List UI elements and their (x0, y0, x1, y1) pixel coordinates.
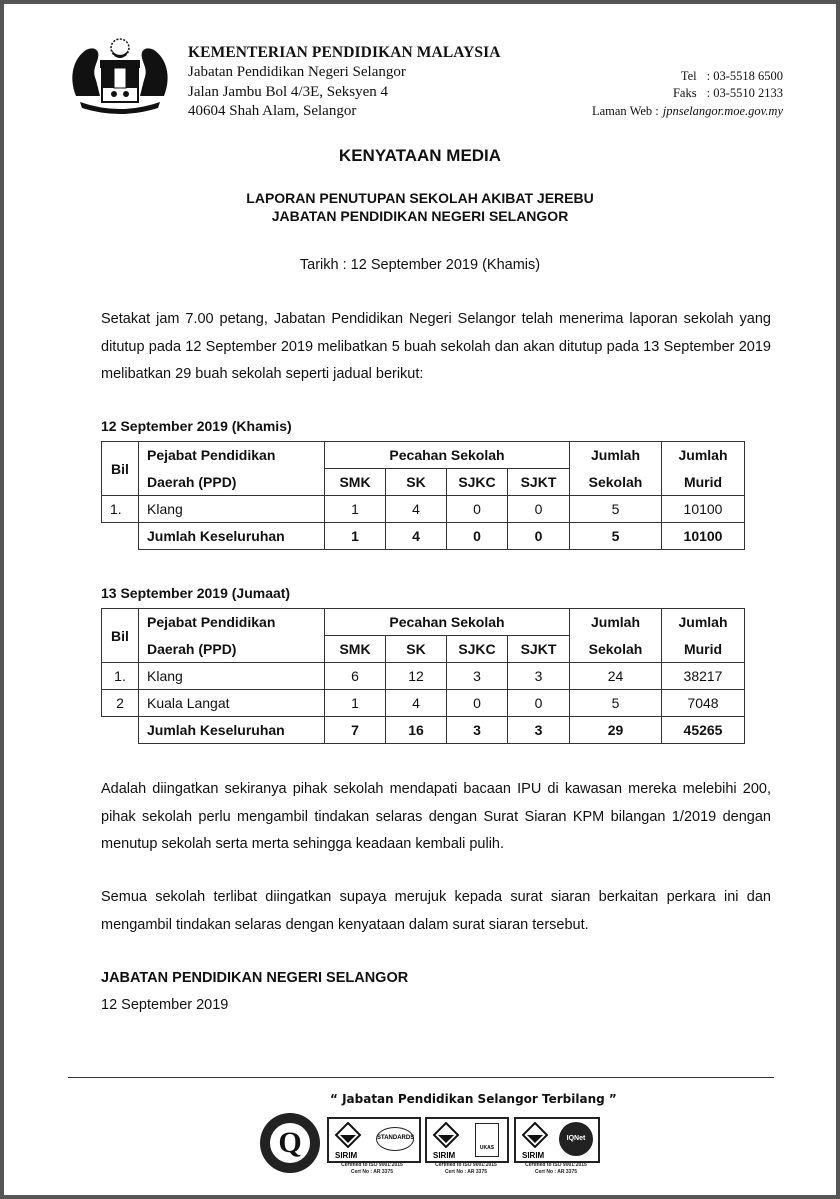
total-jumlah-sekolah: 5 (570, 523, 662, 550)
quality-system-diamond-icon (335, 1122, 361, 1148)
web-contact (592, 104, 783, 119)
total-sjkt: 0 (508, 523, 570, 550)
total-sk: 4 (386, 523, 447, 550)
cell-jumlah-murid: 38217 (662, 663, 745, 690)
subtitle-line-2: JABATAN PENDIDIKAN NEGERI SELANGOR (271, 208, 569, 224)
cell-sjkc: 0 (447, 690, 508, 717)
fax-label: Faks (672, 86, 697, 100)
quality-system-diamond-icon (522, 1122, 548, 1148)
cell-jumlah-murid: 10100 (662, 496, 745, 523)
total-label: Jumlah Keseluruhan (139, 717, 325, 744)
header-ppd-line1: Pejabat Pendidikan (139, 609, 325, 636)
header-jumlah-sekolah-2: Sekolah (570, 469, 662, 496)
cell-sjkc: 0 (447, 496, 508, 523)
cert-badge-standards: SIRIM STANDARDS (327, 1117, 421, 1163)
header-jumlah-murid-2: Murid (662, 636, 745, 663)
fax-value: : 03-5510 2133 (706, 86, 783, 100)
cert-badge-iqnet: SIRIM IQNet (514, 1117, 600, 1163)
cell-sjkc: 3 (447, 663, 508, 690)
total-smk: 7 (325, 717, 386, 744)
q-quality-logo-icon: Q (260, 1113, 320, 1173)
header-smk: SMK (325, 636, 386, 663)
table-row (102, 496, 745, 523)
total-jumlah-murid: 45265 (662, 717, 745, 744)
cell-sk: 4 (386, 496, 447, 523)
ministry-name: KEMENTERIAN PENDIDIKAN MALAYSIA (188, 44, 501, 61)
header-ppd-line2: Daerah (PPD) (139, 636, 325, 663)
footer-divider (68, 1077, 774, 1078)
cell-jumlah-murid: 7048 (662, 690, 745, 717)
cell-smk: 6 (325, 663, 386, 690)
header-jumlah-sekolah-1: Jumlah (570, 442, 662, 469)
footer-motto: “ Jabatan Pendidikan Selangor Terbilang ” (330, 1092, 617, 1106)
ukas-mark-icon: UKAS (475, 1123, 499, 1157)
closure-table-12-sept (101, 441, 745, 550)
fax-contact (673, 86, 783, 101)
header-sjkc: SJKC (447, 469, 508, 496)
header-ppd-line1: Pejabat Pendidikan (139, 442, 325, 469)
subtitle-line-1: LAPORAN PENUTUPAN SEKOLAH AKIBAT JEREBU (246, 190, 594, 206)
header-jumlah-murid-2: Murid (662, 469, 745, 496)
total-label: Jumlah Keseluruhan (139, 523, 325, 550)
cell-ppd: Klang (139, 663, 325, 690)
intro-paragraph: Setakat jam 7.00 petang, Jabatan Pendidikan Negeri Selangor telah menerima laporan sekolah yang ditutup pada 12 September 2019 melibatkan 5 buah sekolah dan akan ditutup pada 13 September 2019 melibatkan 29 buah sekolah seperti jadual berikut: (101, 311, 771, 382)
total-row (102, 523, 745, 550)
paragraph-ipu-reminder: Adalah diingatkan sekiranya pihak sekolah mendapati bacaan IPU di kawasan mereka melebihi 200, pihak sekolah perlu mengambil tindakan selaras dengan Surat Siaran KPM bilangan 1/2019 dengan menutup sekolah serta merta sehingga keadaan kembali pulih. (101, 781, 771, 852)
cell-sk: 4 (386, 690, 447, 717)
cell-sjkt: 0 (508, 690, 570, 717)
iqnet-mark-icon: IQNet (559, 1122, 593, 1156)
cell-bil: 1. (102, 663, 139, 690)
cert-caption: Certified to ISO 9001:2015 Cert No : AR 3375 (525, 1162, 587, 1175)
total-sk: 16 (386, 717, 447, 744)
closure-table-13-sept (101, 608, 745, 744)
cell-smk: 1 (325, 690, 386, 717)
document-title: KENYATAAN MEDIA (338, 146, 502, 165)
header-smk: SMK (325, 469, 386, 496)
web-link[interactable]: jpnselangor.moe.gov.my (662, 104, 783, 118)
total-smk: 1 (325, 523, 386, 550)
department-name: Jabatan Pendidikan Negeri Selangor (188, 64, 406, 80)
header-sjkt: SJKT (508, 469, 570, 496)
header-ppd-line2: Daerah (PPD) (139, 469, 325, 496)
cell-smk: 1 (325, 496, 386, 523)
total-sjkc: 0 (447, 523, 508, 550)
tel-contact (681, 69, 783, 84)
header-sjkt: SJKT (508, 636, 570, 663)
total-sjkc: 3 (447, 717, 508, 744)
web-label: Laman Web : (591, 104, 659, 118)
cell-bil: 1. (102, 496, 139, 523)
header-bil: Bil (102, 442, 139, 496)
header-pecahan: Pecahan Sekolah (325, 442, 570, 469)
cell-bil: 2 (102, 690, 139, 717)
cert-caption: Certified to ISO 9001:2015 Cert No : AR 3375 (341, 1162, 403, 1175)
cell-jumlah-sekolah: 5 (570, 690, 662, 717)
header-jumlah-sekolah-2: Sekolah (570, 636, 662, 663)
tel-label: Tel (680, 69, 697, 83)
total-row (102, 717, 745, 744)
malaysia-coat-of-arms-icon (66, 36, 174, 114)
cell-sjkt: 0 (508, 496, 570, 523)
cell-ppd: Klang (139, 496, 325, 523)
standards-mark-icon: STANDARDS (376, 1127, 414, 1151)
address-line-1: Jalan Jambu Bol 4/3E, Seksyen 4 (188, 84, 388, 100)
total-jumlah-sekolah: 29 (570, 717, 662, 744)
header-bil: Bil (102, 609, 139, 663)
header-pecahan: Pecahan Sekolah (325, 609, 570, 636)
header-jumlah-murid-1: Jumlah (662, 609, 745, 636)
date-line: Tarikh : 12 September 2019 (Khamis) (299, 257, 541, 273)
total-sjkt: 3 (508, 717, 570, 744)
header-sk: SK (386, 469, 447, 496)
table2-heading: 13 September 2019 (Jumaat) (101, 585, 291, 601)
address-line-2: 40604 Shah Alam, Selangor (188, 103, 357, 119)
header-sjkc: SJKC (447, 636, 508, 663)
cell-sk: 12 (386, 663, 447, 690)
header-jumlah-murid-1: Jumlah (662, 442, 745, 469)
signoff-organization: JABATAN PENDIDIKAN NEGERI SELANGOR (101, 970, 409, 986)
cell-jumlah-sekolah: 24 (570, 663, 662, 690)
header-sk: SK (386, 636, 447, 663)
cell-sjkt: 3 (508, 663, 570, 690)
cert-badge-ukas: SIRIM UKAS (425, 1117, 509, 1163)
paragraph-circular-reference: Semua sekolah terlibat diingatkan supaya merujuk kepada surat siaran berkaitan perkara ini dan mengambil tindakan selaras dengan kenyataan dalam surat siaran tersebut. (101, 889, 771, 933)
table-row (102, 690, 745, 717)
total-jumlah-murid: 10100 (662, 523, 745, 550)
header-jumlah-sekolah-1: Jumlah (570, 609, 662, 636)
quality-system-diamond-icon (433, 1122, 459, 1148)
cell-jumlah-sekolah: 5 (570, 496, 662, 523)
table-row (102, 663, 745, 690)
tel-value: : 03-5518 6500 (706, 69, 783, 83)
table1-heading: 12 September 2019 (Khamis) (101, 418, 292, 434)
cell-ppd: Kuala Langat (139, 690, 325, 717)
signoff-date: 12 September 2019 (101, 997, 229, 1013)
cert-caption: Certified to ISO 9001:2015 Cert No : AR 3375 (435, 1162, 497, 1175)
